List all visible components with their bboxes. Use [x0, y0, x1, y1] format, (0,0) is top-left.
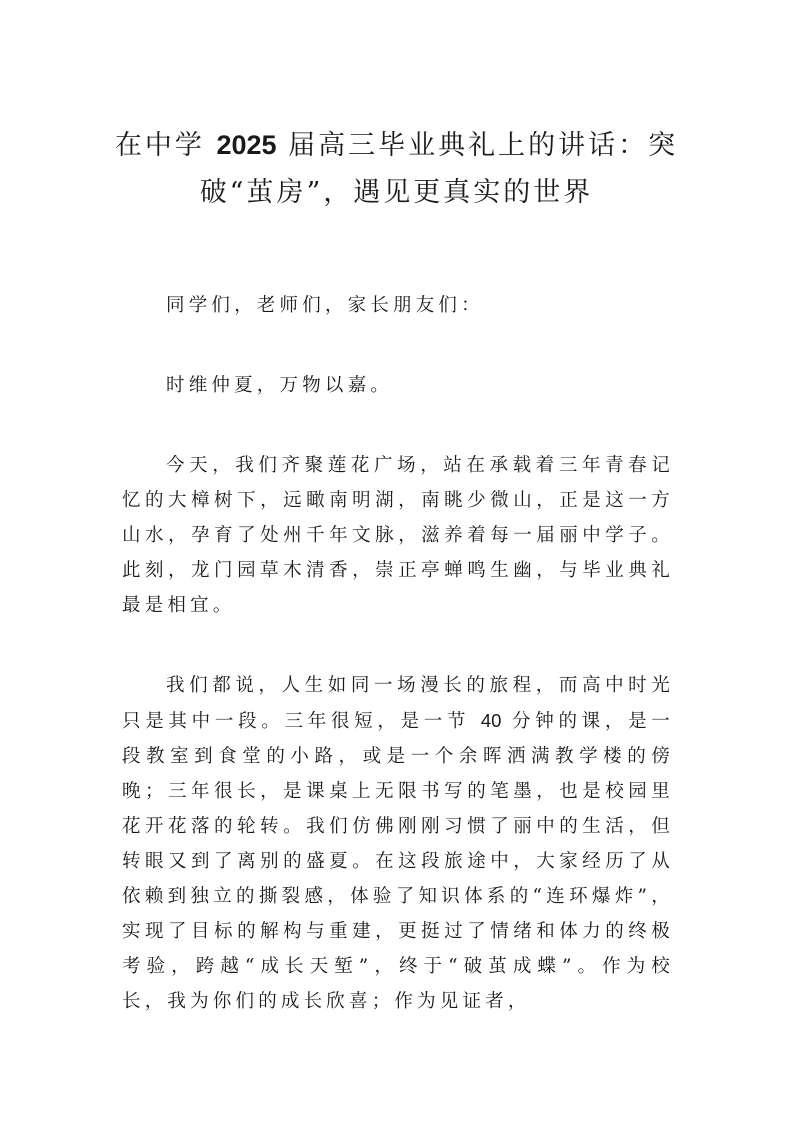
- body-paragraph-1: 今天，我们齐聚莲花广场，站在承载着三年青春记忆的大樟树下，远瞰南明湖，南眺少微山，正是这一方山水，孕育了处州千年文脉，滋养着每一届丽中学子。此刻，龙门园草木清香，崇正亭蝉鸣生幽，与毕业典礼最是相宜。: [122, 455, 674, 616]
- title-line-1: [100, 122, 693, 169]
- title-year: 2025: [216, 130, 277, 160]
- title-suffix: 届高三毕业典礼上的讲话：突: [288, 130, 679, 161]
- title-line-2: 破“茧房”，遇见更真实的世界: [199, 177, 594, 208]
- paragraph-gap: [122, 323, 674, 368]
- title-prefix: 在中学: [114, 130, 205, 161]
- salutation-paragraph: 同学们，老师们，家长朋友们：: [166, 295, 484, 316]
- opening-paragraph: 时维仲夏，万物以嘉。: [166, 375, 394, 396]
- document-title: [100, 122, 693, 216]
- paragraph-gap: [122, 403, 674, 448]
- paragraph-number: 40: [480, 710, 502, 731]
- body-paragraph-2: [122, 668, 674, 1019]
- document-body: [122, 288, 674, 1019]
- paragraph-gap: [122, 623, 674, 668]
- paragraph-text: 分钟的课，是一段教室到食堂的小路，或是一个余晖洒满教学楼的傍晚；三年很长，是课桌上无限书写的笔墨，也是校园里花开花落的轮转。我们仿佛刚刚习惯了丽中的生活，但转眼又到了离别的盛夏。在这段旅途中，大家经历了从依赖到独立的撕裂感，体验了知识体系的“连环爆炸”，实现了目标的解构与重建，更挺过了情绪和体力的终极考验，跨越“成长天堑”，终于“破茧成蝶”。作为校长，我为你们的成长欣喜；作为见证者，: [122, 711, 674, 1012]
- paragraph-text: 我们都说，人生如同一场漫长的旅程，而高中时光只是其中一段。三年很短，是一节: [122, 675, 674, 732]
